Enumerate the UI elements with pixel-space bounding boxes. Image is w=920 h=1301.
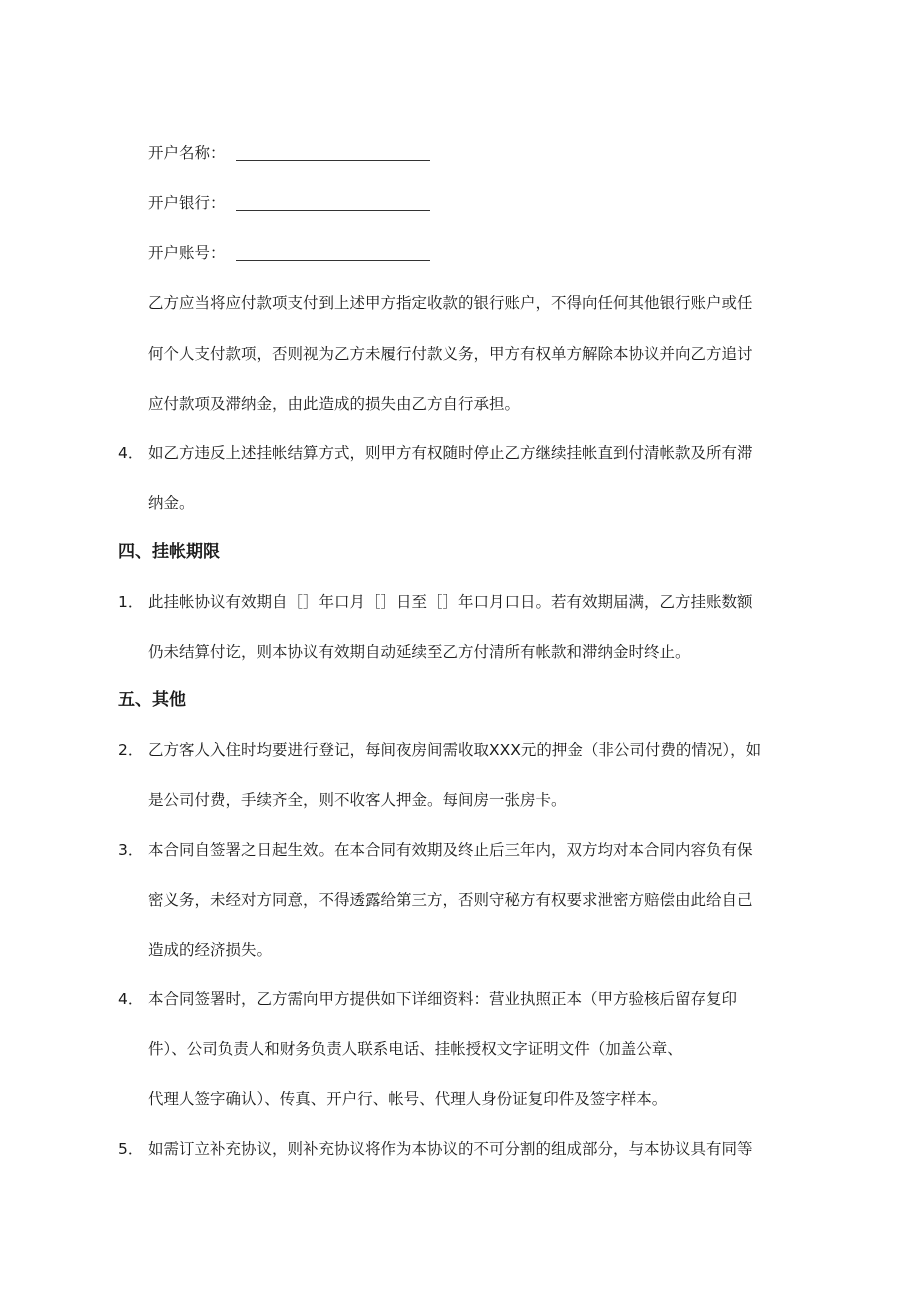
- item-number: 3．: [118, 841, 144, 859]
- item-number: 4．: [118, 990, 144, 1008]
- item-line: 代理人签字确认）、传真、开户行、帐号、代理人身份证复印件及签字样本。: [148, 1090, 668, 1108]
- item-number: 1．: [118, 593, 144, 611]
- item-number: 2．: [118, 741, 144, 759]
- account-name-blank[interactable]: [236, 160, 430, 161]
- item-line: 密义务，未经对方同意，不得透露给第三方，否则守秘方有权要求泄密方赔偿由此给自己: [148, 891, 753, 909]
- item-line: 乙方客人入住时均要进行登记，每间夜房间需收取XXX元的押金（非公司付费的情况），如: [148, 741, 762, 759]
- item-line: 仍未结算付讫，则本协议有效期自动延续至乙方付清所有帐款和滞纳金时终止。: [148, 643, 691, 661]
- item-number: 5．: [118, 1140, 144, 1158]
- item-line: 件）、公司负责人和财务负责人联系电话、挂帐授权文字证明文件（加盖公章、: [148, 1040, 683, 1058]
- item-line: 此挂帐协议有效期自［］年口月［］日至［］年口月口日。若有效期届满，乙方挂账数额: [148, 593, 753, 611]
- section-heading: 四、挂帐期限: [118, 542, 220, 562]
- account-bank-blank[interactable]: [236, 210, 430, 211]
- item-number: 4．: [118, 444, 144, 462]
- item-line: 本合同自签署之日起生效。在本合同有效期及终止后三年内，双方均对本合同内容负有保: [148, 841, 753, 859]
- item-line: 如乙方违反上述挂帐结算方式，则甲方有权随时停止乙方继续挂帐直到付清帐款及所有滞: [148, 444, 753, 462]
- payment-para-line: 应付款项及滞纳金，由此造成的损失由乙方自行承担。: [148, 395, 521, 413]
- payment-para-line: 乙方应当将应付款项支付到上述甲方指定收款的银行账户，不得向任何其他银行账户或任: [148, 294, 753, 312]
- account-bank-label: 开户银行：: [148, 194, 226, 212]
- item-line: 本合同签署时，乙方需向甲方提供如下详细资料：营业执照正本（甲方验核后留存复印: [148, 990, 738, 1008]
- item-line: 纳金。: [148, 494, 195, 512]
- item-line: 造成的经济损失。: [148, 941, 273, 959]
- account-number-label: 开户账号：: [148, 244, 226, 262]
- account-number-blank[interactable]: [236, 260, 430, 261]
- item-line: 如需订立补充协议，则补充协议将作为本协议的不可分割的组成部分，与本协议具有同等: [148, 1140, 753, 1158]
- account-name-label: 开户名称：: [148, 144, 226, 162]
- section-heading: 五、其他: [118, 690, 186, 710]
- item-line: 是公司付费，手续齐全，则不收客人押金。每间房一张房卡。: [148, 791, 567, 809]
- payment-para-line: 何个人支付款项，否则视为乙方未履行付款义务，甲方有权单方解除本协议并向乙方追讨: [148, 345, 753, 363]
